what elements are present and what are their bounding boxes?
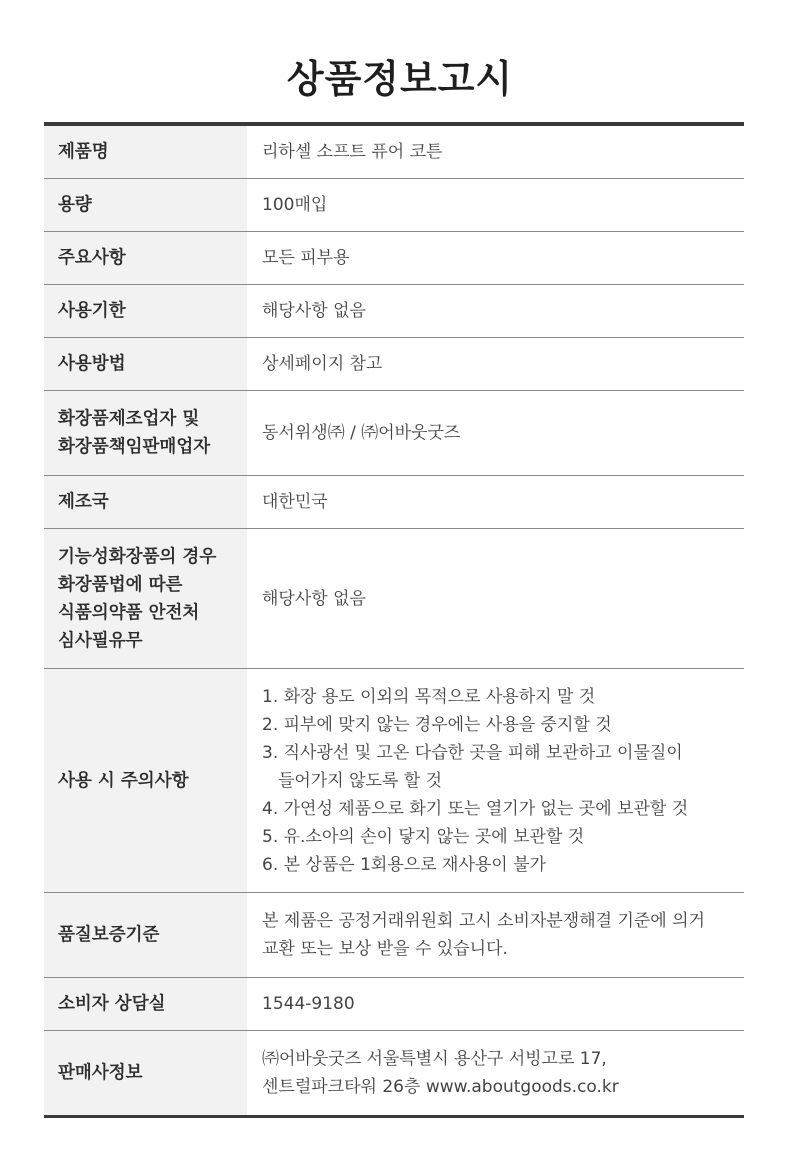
row-value: 상세페이지 참고 [262, 354, 383, 374]
row-label: 사용 시 주의사항 [44, 669, 247, 892]
row-value: 100매입 [262, 195, 328, 215]
table-row-quality-standard [44, 893, 744, 978]
table-row-volume [44, 179, 744, 232]
row-value: 동서위생㈜ / ㈜어바웃굿즈 [262, 423, 461, 443]
table-row-usage [44, 338, 744, 391]
row-value: 1544-9180 [262, 994, 355, 1014]
row-label: 화장품제조업자 및 화장품책임판매업자 [44, 391, 247, 475]
row-value: 리하셀 소프트 퓨어 코튼 [262, 142, 443, 162]
row-value: 대한민국 [262, 492, 328, 512]
table-row-functional-review [44, 529, 744, 669]
table-row-country [44, 476, 744, 529]
row-value: 해당사항 없음 [262, 301, 366, 321]
row-label: 용량 [44, 179, 247, 231]
table-row-customer-service [44, 978, 744, 1031]
table-row-precautions [44, 669, 744, 893]
list-item: 4. 가연성 제품으로 화기 또는 열기가 없는 곳에 보관할 것 [262, 798, 689, 819]
product-info-table [44, 122, 744, 1118]
list-item: 들어가지 않도록 할 것 [278, 770, 443, 791]
row-value [247, 669, 744, 892]
list-item: 3. 직사광선 및 고온 다습한 곳을 피해 보관하고 이물질이 [262, 742, 683, 763]
list-item: 2. 피부에 맞지 않는 경우에는 사용을 중지할 것 [262, 714, 612, 735]
table-row-seller-info [44, 1031, 744, 1115]
row-label: 사용기한 [44, 285, 247, 337]
row-label: 소비자 상담실 [44, 978, 247, 1030]
table-row-main-info [44, 232, 744, 285]
row-label: 기능성화장품의 경우 화장품법에 따른 식품의약품 안전처 심사필유무 [44, 529, 247, 668]
row-value: ㈜어바웃굿즈 서울특별시 용산구 서빙고로 17, 센트럴파크타워 26층 www.aboutgoods.co.kr [262, 1049, 619, 1097]
row-label: 제품명 [44, 126, 247, 178]
row-value: 모든 피부용 [262, 248, 350, 268]
row-label: 품질보증기준 [44, 893, 247, 977]
list-item: 6. 본 상품은 1회용으로 재사용이 불가 [262, 854, 546, 875]
table-row-manufacturer [44, 391, 744, 476]
row-label: 주요사항 [44, 232, 247, 284]
list-item: 5. 유.소아의 손이 닿지 않는 곳에 보관할 것 [262, 826, 585, 847]
page-title: 상품정보고시 [286, 57, 514, 101]
row-value: 해당사항 없음 [262, 588, 366, 609]
row-label: 사용방법 [44, 338, 247, 390]
table-row-product-name [44, 126, 744, 179]
table-row-expiry [44, 285, 744, 338]
row-label: 제조국 [44, 476, 247, 528]
row-value: 본 제품은 공정거래위원회 고시 소비자분쟁해결 기준에 의거 교환 또는 보상 받을 수 있습니다. [262, 911, 705, 959]
list-item: 1. 화장 용도 이외의 목적으로 사용하지 말 것 [262, 686, 596, 707]
row-label: 판매사정보 [44, 1031, 247, 1115]
